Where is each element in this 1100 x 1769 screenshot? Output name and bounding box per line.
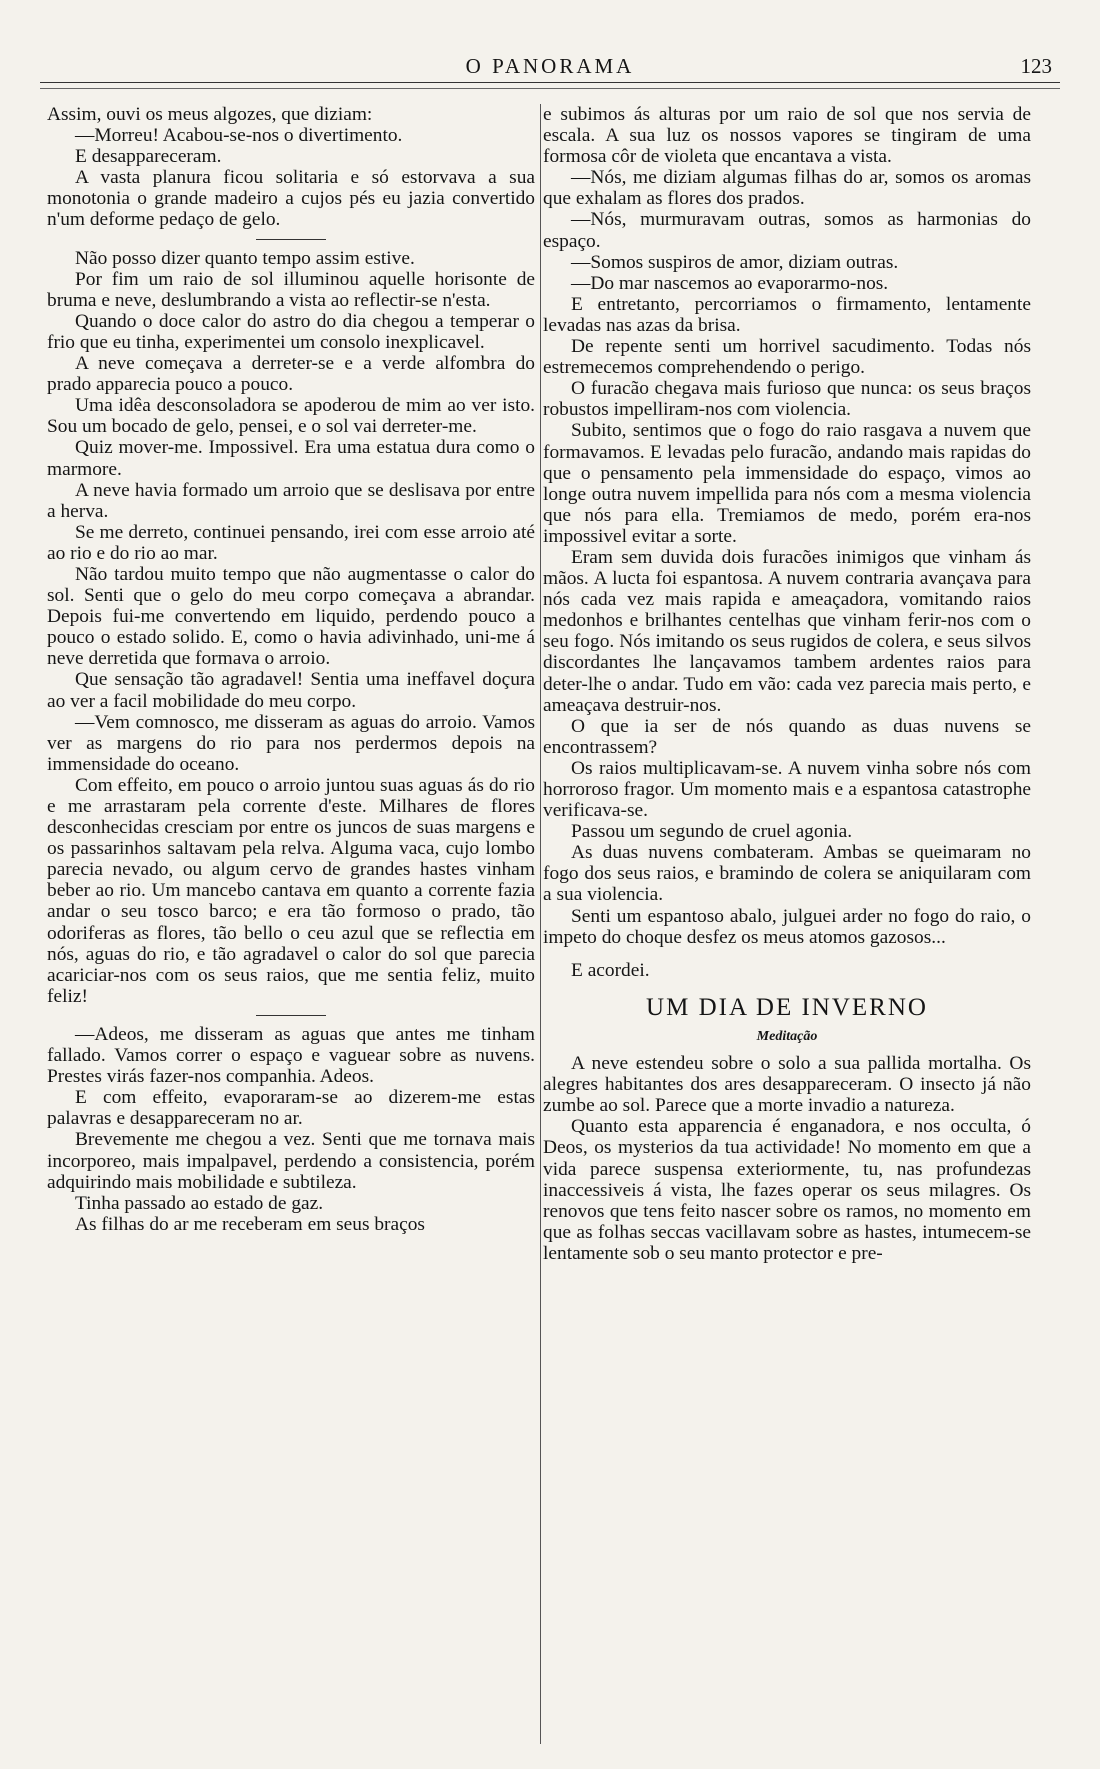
section-separator (256, 1015, 326, 1016)
paragraph: Uma idêa desconsoladora se apoderou de mim ao ver isto. Sou um bocado de gelo, pensei, e o sol vai derreter-me. (47, 395, 535, 438)
paragraph: Senti um espantoso abalo, julguei arder no fogo do raio, o impeto do choque desfez os meus atomos gazosos... (543, 905, 1031, 948)
paragraph: Os raios multiplicavam-se. A nuvem vinha sobre nós com horroroso fragor. Um momento mais e a espantosa catastrophe verificava-se. (543, 757, 1031, 822)
right-column-body (543, 104, 1031, 981)
left-column (47, 104, 535, 1235)
paragraph: E com effeito, evaporaram-se ao dizerem-me estas palavras e desappareceram no ar. (47, 1087, 535, 1130)
section-body (543, 1053, 1031, 1264)
section-separator (256, 239, 326, 240)
column-divider (540, 104, 541, 1744)
header-rule-secondary (40, 88, 1060, 89)
paragraph: As duas nuvens combateram. Ambas se queimaram no fogo dos seus raios, e bramindo de colera se aniquilaram com a sua violencia. (543, 842, 1031, 906)
paragraph: —Vem comnosco, me disseram as aguas do arroio. Vamos ver as margens do rio para nos perdermos depois na immensidade do oceano. (47, 711, 535, 775)
section-title: UM DIA DE INVERNO (646, 993, 928, 1021)
paragraph: Com effeito, em pouco o arroio juntou suas aguas ás do rio e me arrastaram pela corrente d'este. Milhares de flores desconhecidas cresciam por entre os juncos de suas margens e os passarinhos saltavam pela relva. Alguma vaca, cujo lombo parecia nevado, ou algum cervo de grandes hastes vinham beber ao rio. Um mancebo cantava em quanto a corrente fazia andar o seu tosco barco; e era tão formoso o prado, tão odoriferas as flores, tão bello o ceu azul que se reflectia em nós, aguas do rio, e tão agradavel o calor do sol que parecia acariciar-nos com os seus raios, que me sentia feliz, muito feliz! (47, 774, 535, 1007)
section-subtitle: Meditação (756, 1028, 818, 1044)
paragraph: A neve havia formado um arroio que se deslisava por entre a herva. (47, 479, 535, 522)
paragraph: —Do mar nascemos ao evaporarmo-nos. (571, 272, 889, 294)
paragraph: Que sensação tão agradavel! Sentia uma ineffavel doçura ao ver a facil mobilidade do meu corpo. (47, 669, 535, 712)
paragraph: A neve começava a derreter-se e a verde alfombra do prado apparecia pouco a pouco. (47, 353, 535, 396)
paragraph: Quiz mover-me. Impossivel. Era uma estatua dura como o marmore. (47, 437, 535, 480)
paragraph: O que ia ser de nós quando as duas nuvens se encontrassem? (543, 715, 1031, 758)
paragraph: Se me derreto, continuei pensando, irei com esse arroio até ao rio e do rio ao mar. (47, 521, 535, 564)
journal-title: O PANORAMA (465, 54, 635, 78)
paragraph: —Nós, murmuravam outras, somos as harmonias do espaço. (543, 209, 1031, 252)
paragraph: E entretanto, percorriamos o firmamento, lentamente levadas nas azas da brisa. (543, 293, 1031, 336)
paragraph: Eram sem duvida dois furacões inimigos que vinham ás mãos. A lucta foi espantosa. A nuvem contraria avançava para nós cada vez mais rapida e ameaçadora, vomitando raios medonhos e brilhantes centelhas que vinham ferir-nos com o seu fogo. Nós imitando os seus rugidos de colera, e seus silvos discordantes lhe lançavamos tambem ardentes raios para deter-lhe o andar. Tudo em vão: cada vez parecia mais perto, e ameaçava destruir-nos. (543, 546, 1031, 716)
paragraph: E desappareceram. (75, 146, 222, 168)
page-header (40, 46, 1060, 86)
paragraph: De repente senti um horrivel sacudimento. Todas nós estremecemos comprehendendo o perigo. (543, 336, 1031, 379)
paragraph: —Morreu! Acabou-se-nos o divertimento. (75, 125, 403, 147)
paragraph: —Nós, me diziam algumas filhas do ar, somos os aromas que exhalam as flores dos prados. (543, 167, 1031, 210)
page-number: 123 (1020, 54, 1052, 78)
paragraph: Subito, sentimos que o fogo do raio rasgava a nuvem que formavamos. E levadas pelo furacão, andando mais rapidas do que o pensamento pela immensidade do espaço, vimos ao longe outra nuvem impellida para nós com a mesma violencia que nós para ella. Tremiamos de medo, porém era-nos impossivel evitar a sorte. (543, 420, 1031, 547)
paragraph: Tinha passado ao estado de gaz. (75, 1192, 324, 1214)
paragraph: e subimos ás alturas por um raio de sol que nos servia de escala. A sua luz os nossos vapores se tingiram de uma formosa côr de violeta que encantava a vista. (543, 104, 1031, 168)
paragraph: Brevemente me chegou a vez. Senti que me tornava mais incorporeo, mais impalpavel, perdendo a consistencia, porém adquirindo mais mobilidade e subtileza. (47, 1129, 535, 1193)
paragraph: Não tardou muito tempo que não augmentasse o calor do sol. Senti que o gelo do meu corpo começava a abrandar. Depois fui-me convertendo em liquido, perdendo pouco a pouco o estado solido. E, como o havia adivinhado, uni-me á neve derretida que formava o arroio. (47, 563, 535, 670)
right-column (543, 104, 1031, 1264)
paragraph: Não posso dizer quanto tempo assim estive. (75, 247, 415, 269)
header-rule (40, 82, 1060, 83)
paragraph: Quanto esta apparencia é enganadora, e nos occulta, ó Deos, os mysterios da tua actividade! No momento em que a vida parece suspensa exteriormente, tu, nas profundezas inaccessiveis á vista, lhe fazes operar os seus milagres. Os renovos que tens feito nascer sobre os ramos, no momento em que as folhas seccas vacillavam sobre as hastes, intumecem-se lentamente sob o seu manto protector e pre- (543, 1116, 1031, 1264)
paragraph: A neve estendeu sobre o solo a sua pallida mortalha. Os alegres habitantes dos ares desappareceram. O insecto já não zumbe ao sol. Parece que a morte invadio a natureza. (543, 1053, 1031, 1117)
paragraph: Por fim um raio de sol illuminou aquelle horisonte de bruma e neve, deslumbrando a vista ao reflectir-se n'esta. (47, 268, 535, 311)
paragraph: Assim, ouvi os meus algozes, que diziam: (47, 104, 373, 125)
paragraph: Passou um segundo de cruel agonia. (571, 821, 853, 843)
paragraph: E acordei. (571, 959, 650, 981)
paragraph: Quando o doce calor do astro do dia chegou a temperar o frio que eu tinha, experimentei um consolo inexplicavel. (47, 310, 535, 353)
paragraph: —Adeos, me disseram as aguas que antes me tinham fallado. Vamos correr o espaço e vaguear sobre as nuvens. Prestes virás fazer-nos companhia. Adeos. (47, 1023, 535, 1088)
paragraph: As filhas do ar me receberam em seus braços (75, 1213, 425, 1235)
paragraph: —Somos suspiros de amor, diziam outras. (571, 251, 899, 273)
paragraph: A vasta planura ficou solitaria e só estorvava a sua monotonia o grande madeiro a cujos pés eu jazia convertido n'um deforme pedaço de gelo. (47, 167, 535, 231)
paragraph: O furacão chegava mais furioso que nunca: os seus braços robustos impelliram-nos com violencia. (543, 378, 1031, 421)
